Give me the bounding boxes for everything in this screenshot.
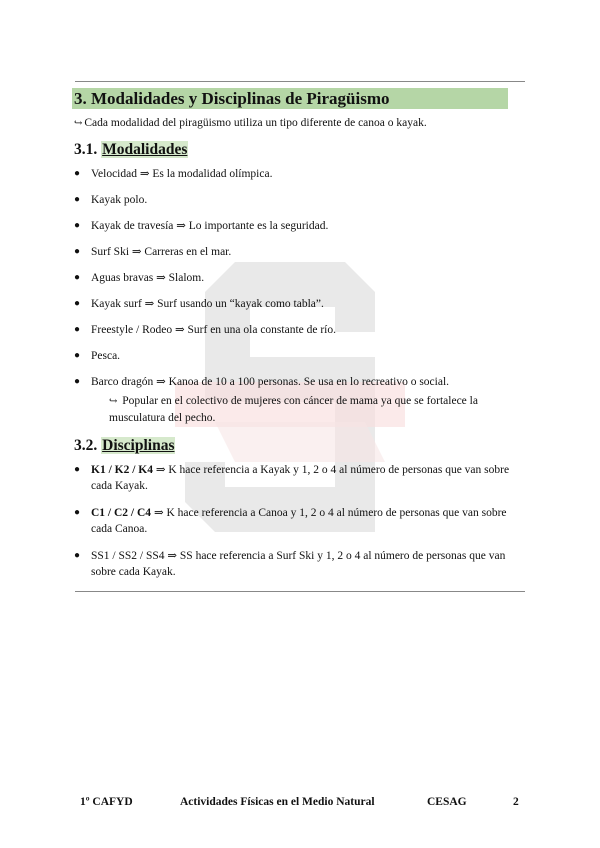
intro-text (74, 117, 427, 129)
footer-course: 1º CAFYD (80, 796, 133, 808)
list-item-text: Freestyle / Rodeo ⇒ Surf en una ola constante de río. (91, 324, 337, 336)
list-item (74, 166, 514, 182)
subsection-label: Modalidades (102, 141, 188, 158)
list-item-text: SS1 / SS2 / SS4 ⇒ SS hace referencia a Surf Ski y 1, 2 o 4 al número de personas que van sobre cada Kayak. (91, 550, 506, 578)
hook-arrow-icon: ↪ (109, 396, 118, 407)
intro-label: Cada modalidad del piragüismo utiliza un tipo diferente de canoa o kayak. (84, 117, 427, 129)
note-text: Popular en el colectivo de mujeres con cáncer de mama ya que se fortalece la musculatura del pecho. (109, 395, 478, 424)
list-item (74, 244, 514, 260)
modalidades-list (74, 166, 514, 436)
section-title: 3. Modalidades y Disciplinas de Piragüismo (72, 88, 508, 109)
bullet-icon: ● (74, 298, 81, 309)
list-item (74, 348, 514, 364)
footer-org: CESAG (427, 796, 467, 808)
list-item (74, 296, 514, 312)
top-divider (75, 81, 525, 82)
list-item-text: Velocidad ⇒ Es la modalidad olímpica. (91, 168, 273, 180)
list-item (74, 322, 514, 338)
list-item-text: Pesca. (91, 350, 121, 362)
list-item-code: K1 / K2 / K4 (91, 464, 153, 476)
subsection-title-modalidades (74, 141, 188, 159)
footer-subject: Actividades Físicas en el Medio Natural (180, 796, 375, 808)
bullet-icon: ● (74, 194, 81, 205)
bullet-icon: ● (74, 220, 81, 231)
list-item-text: Surf Ski ⇒ Carreras en el mar. (91, 246, 232, 258)
list-item-text: Kayak polo. (91, 194, 148, 206)
list-item (74, 374, 514, 426)
bullet-icon: ● (74, 350, 81, 361)
subsection-title-disciplinas (74, 437, 175, 455)
list-item-text: ⇒ K hace referencia a Kayak y 1, 2 o 4 al número de personas que van sobre cada Kayak. (91, 464, 510, 492)
bullet-icon: ● (74, 507, 81, 518)
list-item-text: Aguas bravas ⇒ Slalom. (91, 272, 205, 284)
list-item (74, 462, 514, 494)
bullet-icon: ● (74, 168, 81, 179)
list-item-note (91, 393, 514, 426)
list-item-text: Kayak de travesía ⇒ Lo importante es la seguridad. (91, 220, 329, 232)
bullet-icon: ● (74, 464, 81, 475)
page-number: 2 (513, 796, 519, 808)
disciplinas-list (74, 462, 514, 591)
list-item (74, 270, 514, 286)
bullet-icon: ● (74, 272, 81, 283)
bullet-icon: ● (74, 246, 81, 257)
hook-arrow-icon: ↪ (74, 118, 83, 129)
list-item-text: Kayak surf ⇒ Surf usando un “kayak como tabla”. (91, 298, 324, 310)
page-footer (0, 796, 600, 812)
list-item (74, 218, 514, 234)
subsection-number: 3.1. (74, 141, 98, 158)
list-item-text: ⇒ K hace referencia a Canoa y 1, 2 o 4 al número de personas que van sobre cada Canoa. (91, 507, 507, 535)
bullet-icon: ● (74, 324, 81, 335)
list-item-text: Barco dragón ⇒ Kanoa de 10 a 100 personas. Se usa en lo recreativo o social. (91, 376, 450, 388)
subsection-label: Disciplinas (102, 437, 175, 454)
bullet-icon: ● (74, 550, 81, 561)
list-item (74, 548, 514, 580)
list-item-code: C1 / C2 / C4 (91, 507, 152, 519)
bullet-icon: ● (74, 376, 81, 387)
list-item (74, 192, 514, 208)
bottom-divider (75, 591, 525, 592)
subsection-number: 3.2. (74, 437, 98, 454)
list-item (74, 505, 514, 537)
